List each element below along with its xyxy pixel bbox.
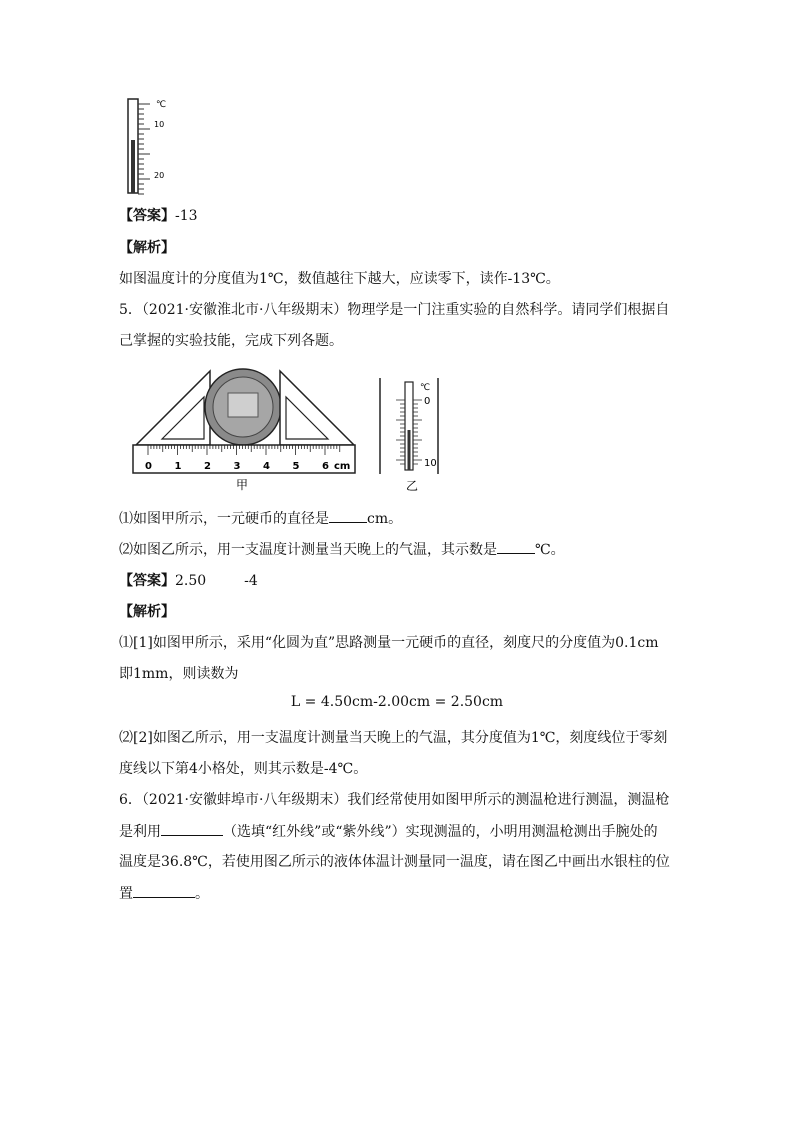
sub-1-text: ⑴如图甲所示，一元硬币的直径是 (119, 511, 329, 527)
thermometer-tick-label-10: 10 (424, 458, 437, 469)
question-5-sub-1 (119, 508, 402, 529)
answer-blank[interactable] (161, 821, 223, 836)
ruler-tick-label: 0 (145, 461, 152, 472)
answer-blank[interactable] (133, 883, 195, 898)
analysis-tag-q5: 【解析】 (119, 604, 175, 620)
analysis-text-q4: 如图温度计的分度值为1℃，数值越往下越大，应读零下，读作-13℃。 (119, 271, 560, 287)
answer-value: -13 (175, 208, 198, 224)
analysis-q5-line-4: 度线以下第4小格处，则其示数是-4℃。 (119, 761, 368, 777)
sub-1-unit: cm。 (367, 511, 403, 527)
answer-blank[interactable] (329, 508, 367, 523)
answer-blank[interactable] (497, 539, 535, 554)
thermometer-figure-a (120, 96, 180, 196)
figure-jia-caption: 甲 (236, 478, 249, 492)
answer-tag: 【答案】 (119, 208, 175, 224)
figure-yi-thermometer (374, 374, 450, 494)
question-6-line-4 (119, 883, 209, 904)
analysis-tag-q4: 【解析】 (119, 240, 175, 256)
question-5-sub-2 (119, 539, 565, 560)
ruler-tick-label: 4 (263, 461, 270, 472)
answer-value-2: -4 (244, 573, 258, 589)
question-6-line-2 (119, 821, 658, 842)
question-5-line-2: 己掌握的实验技能，完成下列各题。 (119, 333, 343, 349)
ruler-unit-label: cm (334, 461, 351, 472)
q6-line-4-start: 置 (119, 886, 133, 902)
ruler-tick-label: 6 (322, 461, 329, 472)
answer-line-q5 (119, 571, 258, 591)
answer-value-1: 2.50 (175, 573, 207, 589)
thermometer-tick-label-20: 20 (154, 171, 165, 180)
q6-line-4-end: 。 (195, 886, 209, 902)
right-set-square (280, 371, 354, 445)
thermometer-tick-label-10: 10 (154, 120, 165, 129)
thermometer-liquid-column (408, 430, 411, 470)
figure-jia-ruler-coin (128, 365, 358, 495)
ruler-tick-label: 3 (233, 461, 241, 472)
answer-tag: 【答案】 (119, 573, 175, 589)
thermometer-unit-label: ℃ (156, 100, 167, 110)
ruler-tick-label: 5 (292, 461, 300, 472)
coin-center-mark (228, 393, 258, 417)
thermometer-unit-label: ℃ (420, 383, 431, 393)
q6-line-2-start: 是利用 (119, 824, 161, 840)
question-5-line-1: 5．（2021·安徽淮北市·八年级期末）物理学是一门注重实验的自然科学。请同学们根据自 (119, 302, 670, 318)
question-6-line-1: 6．（2021·安徽蚌埠市·八年级期末）我们经常使用如图甲所示的测温枪进行测温，测温枪 (119, 792, 670, 808)
analysis-q5-line-2: 即1mm，则读数为 (119, 666, 239, 682)
answer-line-q4 (119, 206, 198, 226)
thermometer-tick-label-0: 0 (424, 396, 431, 407)
ruler-tick-label: 2 (204, 461, 211, 472)
analysis-q5-line-3: ⑵[2]如图乙所示，用一支温度计测量当天晚上的气温，其分度值为1℃，刻度线位于零刻 (119, 730, 668, 746)
analysis-q5-line-1: ⑴[1]如图甲所示，采用“化圆为直”思路测量一元硬币的直径，刻度尺的分度值为0.1cm (119, 635, 659, 651)
analysis-q5-formula: L = 4.50cm-2.00cm = 2.50cm (290, 694, 504, 710)
sub-2-text: ⑵如图乙所示，用一支温度计测量当天晚上的气温，其示数是 (119, 542, 497, 558)
figure-yi-caption: 乙 (406, 479, 419, 493)
thermometer-liquid-column (131, 140, 135, 193)
left-set-square (136, 371, 210, 445)
question-6-line-3: 温度是36.8℃，若使用图乙所示的液体体温计测量同一温度，请在图乙中画出水银柱的位 (119, 854, 670, 870)
ruler-tick-label: 1 (174, 461, 182, 472)
sub-2-unit: ℃。 (535, 542, 565, 558)
q6-line-2-end: （选填“红外线”或“紫外线”）实现测温的，小明用测温枪测出手腕处的 (223, 824, 658, 840)
